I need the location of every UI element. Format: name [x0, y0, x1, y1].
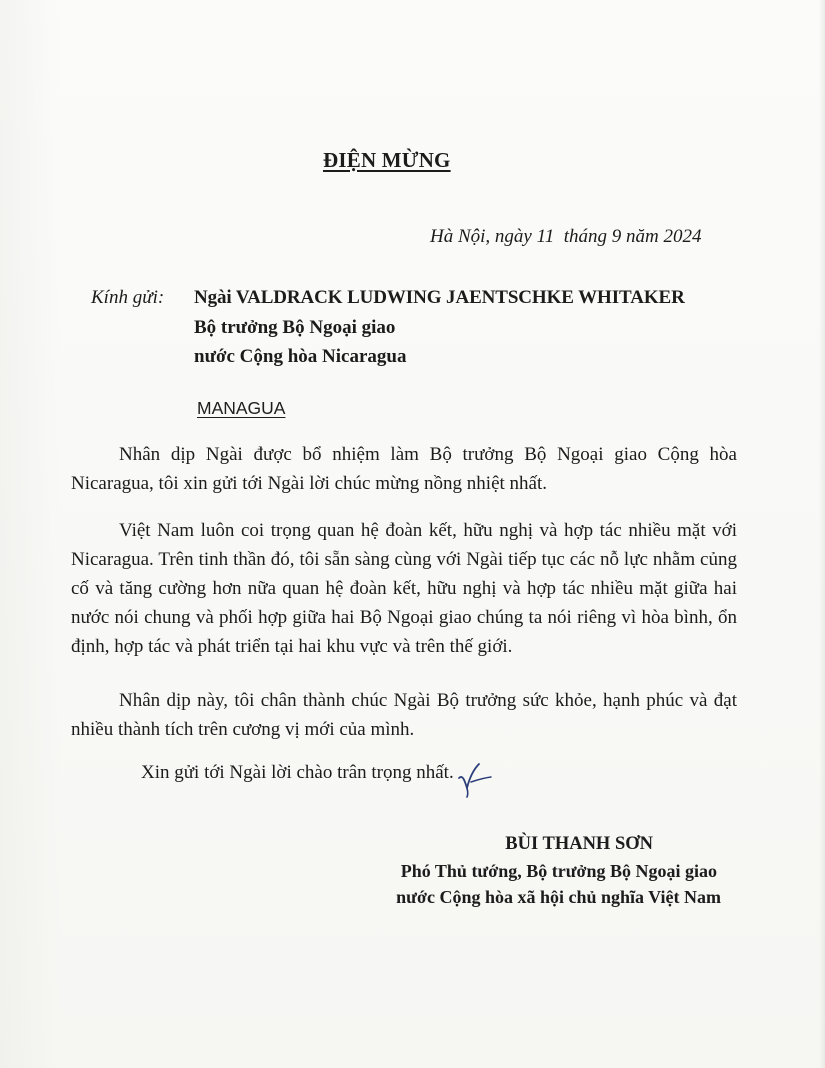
recipient-label: Kính gửi: — [91, 287, 165, 308]
recipient-name: Ngài VALDRACK LUDWING JAENTSCHKE WHITAKER — [194, 287, 685, 308]
recipient-city: MANAGUA — [197, 398, 286, 418]
recipient-country: nước Cộng hòa Nicaragua — [194, 346, 407, 367]
body-paragraph-2: Việt Nam luôn coi trọng quan hệ đoàn kết, hữu nghị và hợp tác nhiều mặt với Nicaragua. Trên tinh thần đó, tôi sẵn sàng cùng với Ngài tiếp tục các nỗ lực nhằm củng cố và tăng cường hơn nữa quan hệ đoàn kết, hữu nghị và hợp tác nhiều mặt giữa hai nước nói chung và phối hợp giữa hai Bộ Ngoại giao chúng ta nói riêng vì hòa bình, ổn định, hợp tác và phát triển tại hai khu vực và trên thế giới. — [71, 520, 737, 657]
recipient-title: Bộ trưởng Bộ Ngoại giao — [194, 317, 396, 338]
signatory-country: nước Cộng hòa xã hội chủ nghĩa Việt Nam — [396, 887, 721, 907]
handwritten-initial-mark — [455, 758, 497, 798]
paper-edge — [819, 0, 825, 1068]
closing-line: Xin gửi tới Ngài lời chào trân trọng nhất. — [141, 762, 454, 783]
signatory-name: BÙI THANH SƠN — [505, 834, 653, 854]
body-paragraph-1: Nhân dịp Ngài được bổ nhiệm làm Bộ trưởng Bộ Ngoại giao Cộng hòa Nicaragua, tôi xin gửi tới Ngài lời chúc mừng nồng nhiệt nhất. — [71, 444, 737, 494]
document-title: ĐIỆN MỪNG — [323, 148, 451, 172]
signatory-title: Phó Thủ tướng, Bộ trưởng Bộ Ngoại giao — [400, 861, 717, 881]
paper-shadow — [0, 0, 60, 1068]
body-paragraph-3: Nhân dịp này, tôi chân thành chúc Ngài Bộ trưởng sức khỏe, hạnh phúc và đạt nhiều thành tích trên cương vị mới của mình. — [71, 690, 737, 740]
dateline: Hà Nội, ngày 11 tháng 9 năm 2024 — [430, 226, 702, 247]
